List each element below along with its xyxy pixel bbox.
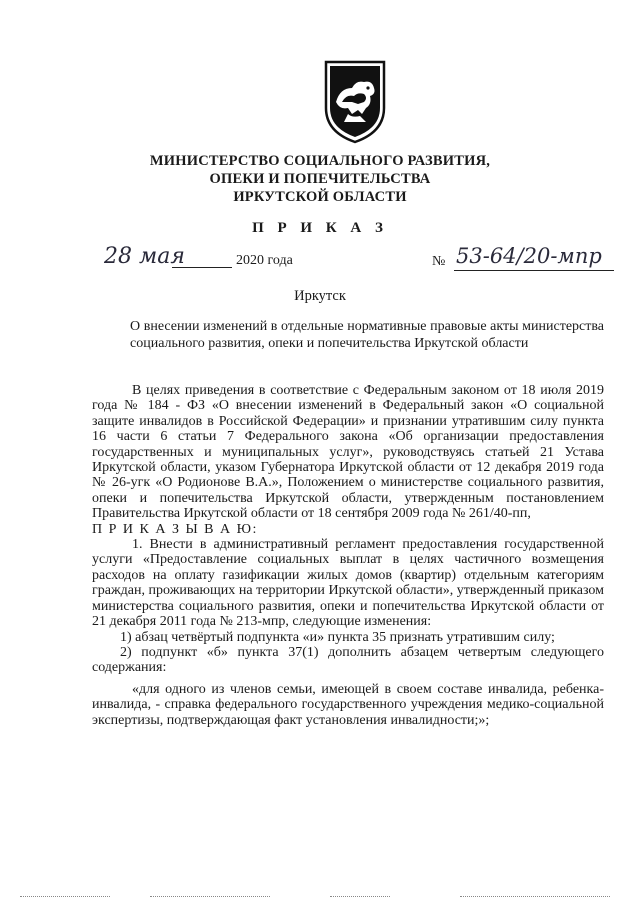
order-title: П Р И К А З	[252, 220, 388, 236]
ministry-header	[0, 152, 640, 206]
ministry-header-line-1: МИНИСТЕРСТВО СОЦИАЛЬНОГО РАЗВИТИЯ,	[149, 153, 491, 169]
quoted-addition-paragraph: «для одного из членов семьи, имеющей в своем составе инвалида, ребенка-инвалида, - справка федерального государственного учреждения медико-социальной экспертизы, подтверждающая факт установления инвалидности;»;	[92, 681, 604, 728]
handwritten-number: 53-64/20-мпр	[456, 244, 602, 268]
date-underline	[172, 267, 232, 268]
scan-artifact-line	[330, 896, 390, 897]
order-date	[100, 244, 300, 278]
irkutsk-coat-of-arms-icon	[322, 58, 388, 144]
order-body	[92, 383, 604, 728]
order-subject: О внесении изменений в отдельные нормативные правовые акты министерства социального развития, опеки и попечительства Иркутской области	[130, 319, 604, 351]
number-underline	[454, 270, 614, 271]
subitem-2-paragraph: 2) подпункт «б» пункта 37(1) дополнить абзацем четвертым следующего содержания:	[92, 644, 604, 676]
order-number	[432, 244, 622, 278]
ministry-header-line-2: ОПЕКИ И ПОПЕЧИТЕЛЬСТВА	[209, 171, 431, 187]
scan-artifact-line	[460, 896, 610, 897]
city-name: Иркутск	[294, 288, 346, 304]
handwritten-date: 28 мая	[104, 244, 185, 269]
preamble-paragraph: В целях приведения в соответствие с Федеральным законом от 18 июля 2019 года № 184 - ФЗ «О внесении изменений в Федеральный закон «О социальной защите инвалидов в Российской Федерации» и признании утратившим силу пункта 16 части 6 статьи 7 Федерального закона «Об организации предоставления государственных и муниципальных услуг», руководствуясь статьей 21 Устава Иркутской области, указом Губернатора Иркутской области от 12 декабря 2019 года № 26-угк «О Родионове В.А.», Положением о министерстве социального развития, опеки и попечительства Иркутской области, утвержденным постановлением Правительства Иркутской области от 18 сентября 2009 года № 261/40-пп,	[92, 383, 604, 522]
scan-artifact-line	[20, 896, 110, 897]
order-clause: П Р И К А З Ы В А Ю:	[92, 521, 258, 537]
order-year: 2020 года	[236, 253, 293, 268]
ministry-header-line-3: ИРКУТСКОЙ ОБЛАСТИ	[233, 189, 407, 205]
scan-artifact-line	[150, 896, 270, 897]
number-sign: №	[432, 254, 446, 269]
item-1-paragraph: 1. Внести в административный регламент предоставления государственной услуги «Предоставление социальных выплат в целях частичного возмещения расходов на оплату газификации жилых домов (квартир) отдельным категориям граждан, проживающих на территории Иркутской области», утвержденный приказом министерства социального развития, опеки и попечительства Иркутской области от 21 декабря 2011 года № 213-мпр, следующие изменения:	[92, 537, 604, 630]
subitem-1-paragraph: 1) абзац четвёртый подпункта «и» пункта 35 признать утратившим силу;	[120, 629, 555, 645]
